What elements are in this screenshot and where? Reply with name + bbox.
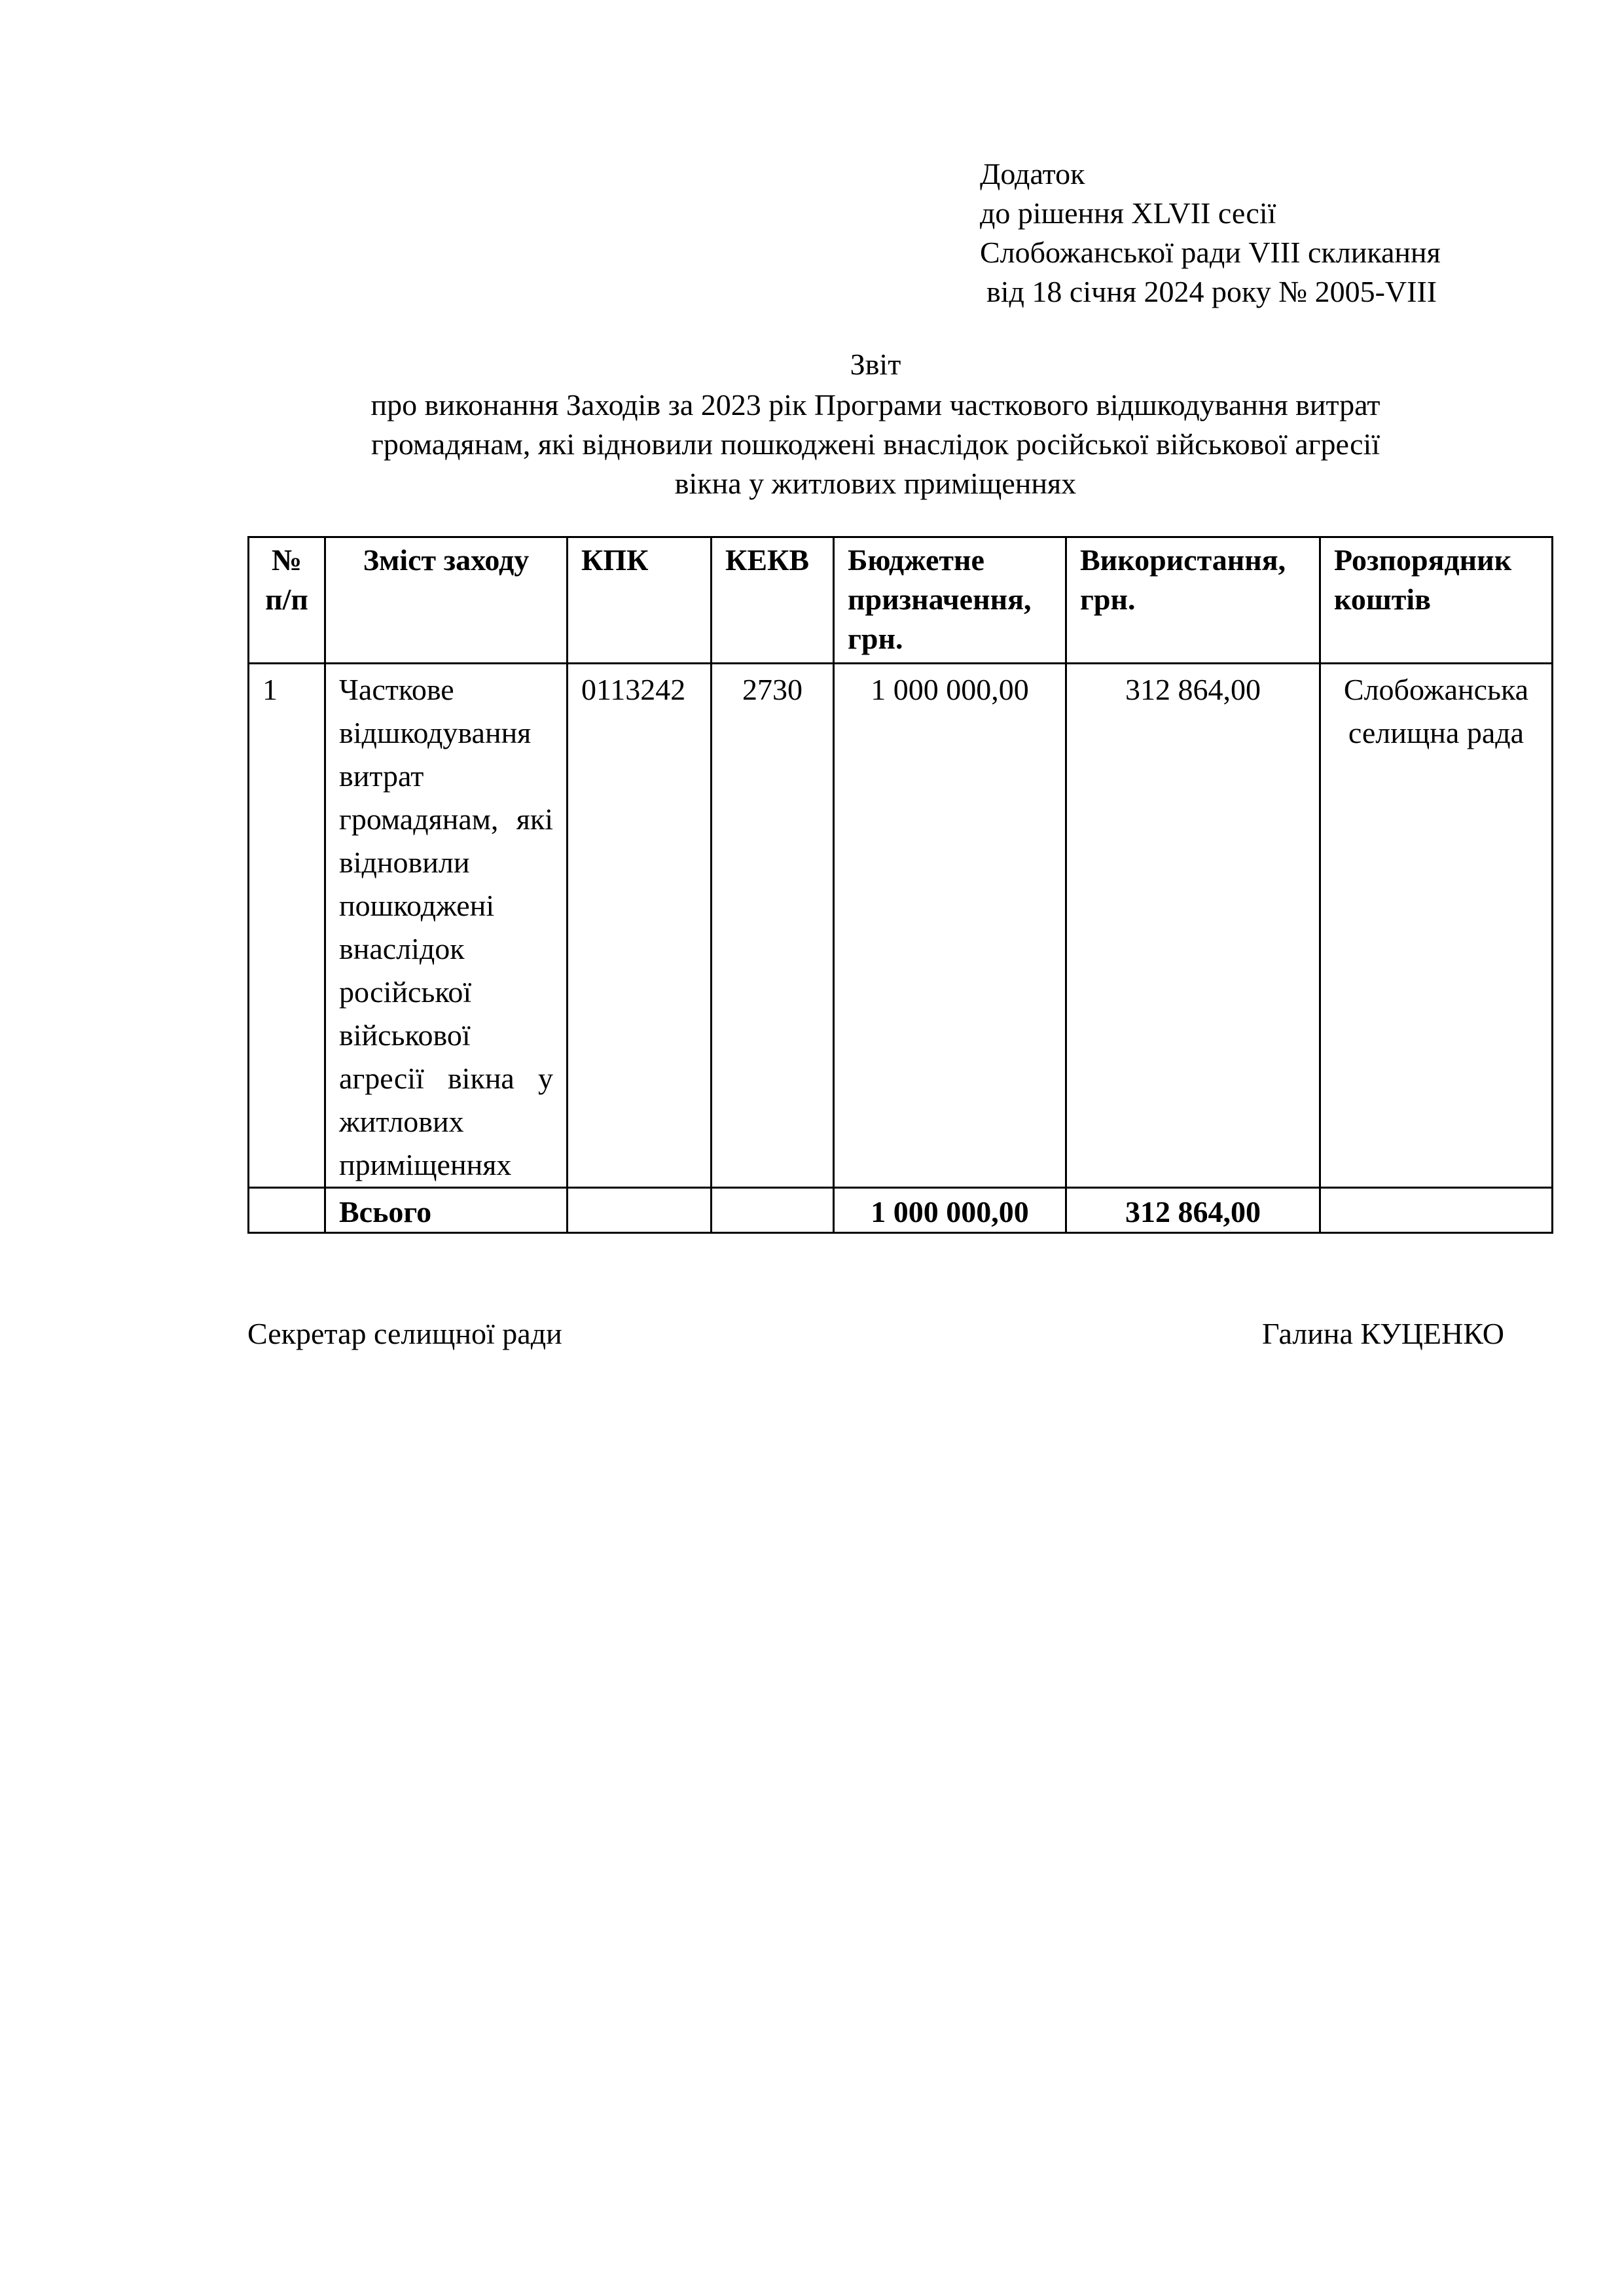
- total-cell-manager: [1320, 1188, 1553, 1233]
- report-title-line-2: громадянам, які відновили пошкоджені внаслідок російської військової агресії: [370, 427, 1380, 461]
- header-content: Зміст заходу: [325, 537, 568, 664]
- total-label: Всього: [325, 1188, 568, 1233]
- report-table: [247, 536, 1553, 1234]
- header-number-line-2: п/п: [265, 583, 308, 616]
- total-budget: 1 000 000,00: [834, 1188, 1066, 1233]
- table-row: [249, 664, 1553, 1188]
- report-title: [249, 345, 1502, 503]
- header-kpk: КПК: [568, 537, 712, 664]
- annex-line-2: до рішення XLVII сесії: [980, 196, 1276, 230]
- signature-role: Секретар селищної ради: [247, 1317, 562, 1350]
- total-usage: 312 864,00: [1066, 1188, 1320, 1233]
- header-number-line-1: №: [271, 543, 302, 577]
- cell-budget: 1 000 000,00: [834, 664, 1066, 1188]
- annex-line-1: Додаток: [980, 157, 1085, 190]
- table-total-row: [249, 1188, 1553, 1233]
- report-title-line-3: вікна у житлових приміщеннях: [674, 467, 1077, 500]
- total-cell-kekv: [712, 1188, 834, 1233]
- cell-manager: Слобожанська селищна рада: [1320, 664, 1553, 1188]
- header-manager: Розпорядник коштів: [1320, 537, 1553, 664]
- annex-block: [980, 154, 1569, 312]
- annex-line-4: від 18 січня 2024 року № 2005-VIII: [986, 275, 1437, 308]
- cell-kekv: 2730: [712, 664, 834, 1188]
- signature-name: Галина КУЦЕНКО: [1262, 1317, 1504, 1350]
- cell-number: 1: [249, 664, 325, 1188]
- header-usage: Використання, грн.: [1066, 537, 1320, 664]
- report-title-line-1: про виконання Заходів за 2023 рік Програми часткового відшкодування витрат: [370, 388, 1380, 422]
- cell-measure: Часткове відшкодування витрат громадянам, які відновили пошкоджені внаслідок російської військової агресії вікна у житлових приміщеннях: [325, 664, 568, 1188]
- table-header-row: [249, 537, 1553, 664]
- header-kekv: КЕКВ: [712, 537, 834, 664]
- total-cell-number: [249, 1188, 325, 1233]
- report-heading: Звіт: [850, 348, 901, 381]
- annex-line-3: Слобожанської ради VIII скликання: [980, 236, 1441, 269]
- total-cell-kpk: [568, 1188, 712, 1233]
- header-number: [249, 537, 325, 664]
- header-budget: Бюджетне призначення, грн.: [834, 537, 1066, 664]
- cell-usage: 312 864,00: [1066, 664, 1320, 1188]
- cell-kpk: 0113242: [568, 664, 712, 1188]
